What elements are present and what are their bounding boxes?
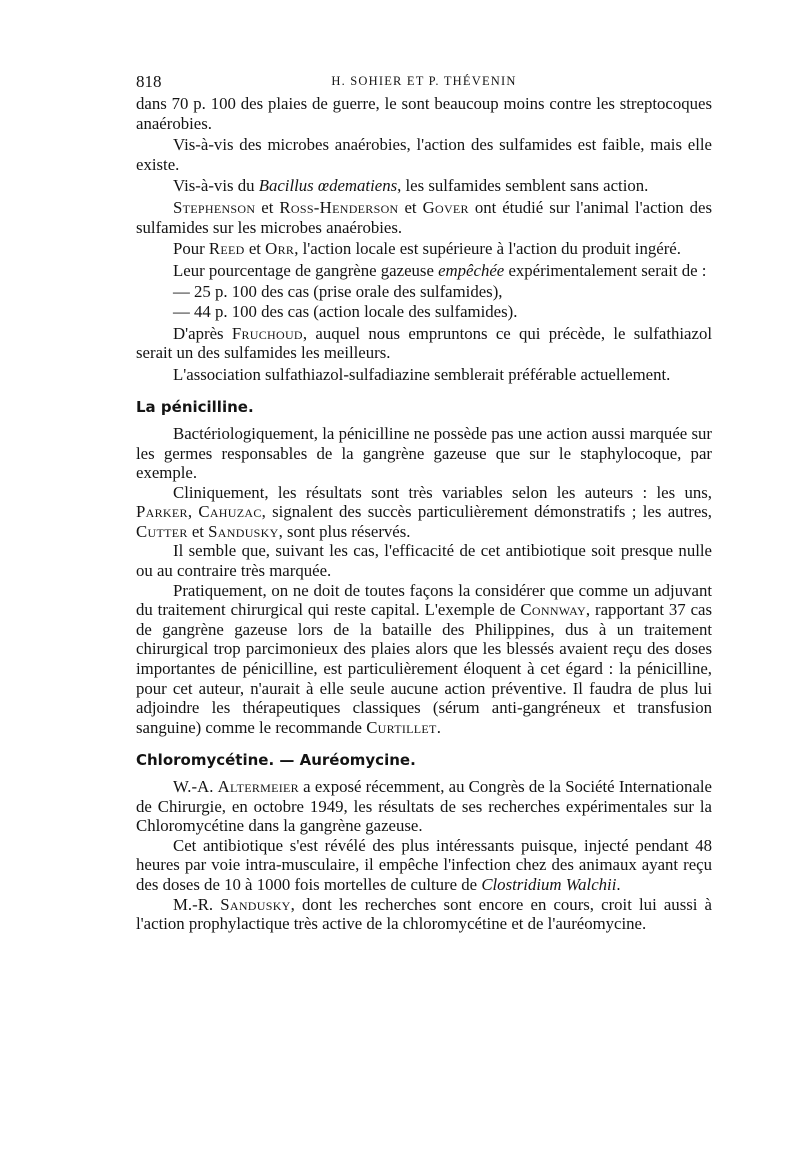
paragraph: W.-A. Altermeier a exposé récemment, au Congrès de la Société Internationale de Chirurgie, en octobre 1949, les résultats de ses recherches expérimentales sur la Chloromycétine dans la gangrène gazeuse. xyxy=(136,777,713,836)
paragraph: Cliniquement, les résultats sont très variables selon les auteurs : les uns, Parker, Cahuzac, signalent des succès particulièrement démonstratifs ; les autres, Cutter et Sandusky, sont plus réservés. xyxy=(136,482,712,541)
author-name: Cahuzac xyxy=(198,502,262,522)
author-name: Cutter xyxy=(136,521,188,541)
page-body xyxy=(136,94,712,934)
author-name: Stephenson xyxy=(173,197,256,217)
author-name: Orr xyxy=(265,239,295,259)
author-name: Altermeier xyxy=(217,777,299,796)
paragraph: Bactériologiquement, la pénicilline ne possède pas une action aussi marquée sur les germes responsables de la gangrène gazeuse que sur le staphylocoque, par exemple. xyxy=(136,423,712,483)
paragraph: D'après Fruchoud, auquel nous empruntons ce qui précède, le sulfathiazol serait un des sulfamides les meilleurs. xyxy=(136,323,712,363)
author-name: Sandusky xyxy=(220,894,291,914)
page-number: 818 xyxy=(136,72,162,91)
section-heading-chloromycetine: Chloromycétine. — Auréomycine. xyxy=(136,751,416,770)
paragraph: Cet antibiotique s'est révélé des plus intéressants puisque, injecté pendant 48 heures par voie intra-musculaire, il empêche l'infection chez des animaux ayant reçu des doses de 10 à 1000 fois mortelles de culture de Clostridium Walchii. xyxy=(136,835,712,894)
document-page xyxy=(136,72,712,934)
species-name: Bacillus œdematiens xyxy=(258,176,398,196)
paragraph: dans 70 p. 100 des plaies de guerre, le sont beaucoup moins contre les streptocoques anaérobies. xyxy=(136,94,712,133)
paragraph: Pour Reed et Orr, l'action locale est supérieure à l'action du produit ingéré. xyxy=(173,239,681,259)
paragraph: Vis-à-vis des microbes anaérobies, l'action des sulfamides est faible, mais elle existe. xyxy=(136,135,712,174)
author-name: Gover xyxy=(422,197,469,217)
emphasis: empêchée xyxy=(438,260,505,280)
paragraph: L'association sulfathiazol-sulfadiazine semblerait préférable actuellement. xyxy=(173,364,671,384)
author-name: Connway xyxy=(520,600,586,620)
paragraph: Vis-à-vis du Bacillus œdematiens, les sulfamides semblent sans action. xyxy=(173,176,649,196)
author-name: Reed xyxy=(208,239,245,259)
author-name: Curtillet xyxy=(366,717,437,737)
paragraph: Stephenson et Ross-Henderson et Gover ont étudié sur l'animal l'action des sulfamides sur les microbes anaérobies. xyxy=(136,197,712,237)
paragraph: Il semble que, suivant les cas, l'efficacité de cet antibiotique soit presque nulle ou au contraire très marquée. xyxy=(136,541,712,581)
page-header xyxy=(136,72,712,94)
list-item: — 25 p. 100 des cas (prise orale des sulfamides), xyxy=(173,282,503,302)
author-name: Sandusky xyxy=(208,521,279,541)
author-name: Ross-Henderson xyxy=(279,197,399,217)
paragraph: M.-R. Sandusky, dont les recherches sont encore en cours, croit lui aussi à l'action prophylactique très active de la chloromycétine et de l'auréomycine. xyxy=(136,894,712,934)
list-item: — 44 p. 100 des cas (action locale des sulfamides). xyxy=(173,301,518,321)
section-heading-penicilline: La pénicilline. xyxy=(136,398,254,417)
paragraph: Pratiquement, on ne doit de toutes façons la considérer que comme un adjuvant du traitement chirurgical qui reste capital. L'exemple de Connway, rapportant 37 cas de gangrène gazeuse lors de la bataille des Philippines, dus à un traitement chirurgical trop parcimonieux des plaies alors que les blessés avaient reçu des doses importantes de pénicilline, est particulièrement éloquent à cet égard : la pénicilline, pour cet auteur, n'aurait à elle seule aucune action préventive. Il faudra de plus lui adjoindre les thérapeutiques classiques (sérum anti-gangréneux et transfusion sanguine) comme le recommande Curtillet. xyxy=(136,580,712,737)
running-title: H. SOHIER ET P. THÉVENIN xyxy=(331,74,517,88)
species-name: Clostridium Walchii xyxy=(481,874,617,894)
author-name: Fruchoud xyxy=(231,323,303,343)
author-name: Parker xyxy=(136,502,188,522)
paragraph: Leur pourcentage de gangrène gazeuse empêchée expérimentalement serait de : xyxy=(173,260,707,280)
